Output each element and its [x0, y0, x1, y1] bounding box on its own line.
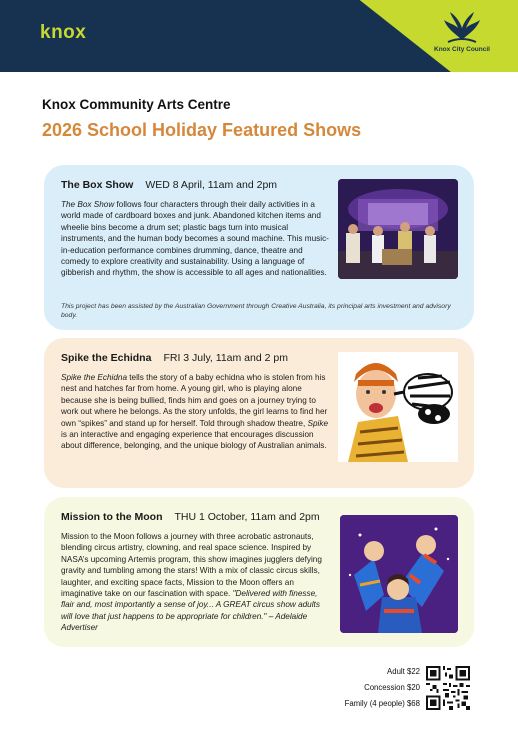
- show-name: The Box Show: [61, 179, 134, 191]
- funding-note: This project has been assisted by the Australian Government through Creative Australia, its principal arts investment and advisory body.: [61, 303, 451, 319]
- show-card-spike: [44, 338, 474, 488]
- show-heading: [61, 511, 320, 523]
- show-name: Spike the Echidna: [61, 352, 152, 364]
- show-heading: [61, 352, 288, 364]
- show-desc-lead: The Box Show: [61, 200, 115, 209]
- eagle-icon: [442, 10, 482, 44]
- qr-code[interactable]: [426, 666, 470, 710]
- show-desc: Mission to the Moon follows a journey with three acrobatic astronauts, blending circus artistry, clowning, and real space science. Inspired by NASA’s upcoming Artemis program, this show imagines jugglers defying gravity and tumbling among the stars! With a mix of classic circus skills, laughter, and exciting space facts, Mission to the Moon offers an imaginative take on our fascination with space.: [61, 532, 322, 599]
- show-desc-rest: is an interactive and engaging experience that encourages discussion about difference, belonging, and the unique biology of Australian animals.: [61, 430, 327, 451]
- ticket-prices: [345, 664, 420, 712]
- header-banner: [0, 0, 518, 72]
- council-name: Knox City Council: [434, 46, 490, 53]
- knox-logo: knox: [40, 22, 87, 43]
- show-desc-lead: Spike the Echidna: [61, 373, 127, 382]
- box-show-photo: [338, 179, 458, 279]
- show-description: [61, 531, 329, 634]
- show-date: FRI 3 July, 11am and 2 pm: [163, 352, 288, 364]
- show-heading: [61, 179, 277, 191]
- show-name: Mission to the Moon: [61, 511, 163, 523]
- price-family: Family (4 people) $68: [344, 699, 420, 708]
- show-quote: "Delivered with finesse, flair and, most importantly a sense of joy... A GREAT circus show adults will love that just happens to be appropriate for children.": [61, 589, 320, 621]
- show-desc-rest: follows four characters through their daily activities in a world made of cardboard boxes and junk. Abandoned kitchen items and wheelie bins become a drum set; plastic bags turn into musical instruments, and the human body becomes a sound machine. This music-in-education performance combines drumming, dance, theatre and comedy to explore creativity and sustainability. Using a language of gibberish and rhythm, the show is accessible to all ages and nationalities.: [61, 200, 329, 278]
- show-card-mission-moon: [44, 497, 474, 647]
- page-title: 2026 School Holiday Featured Shows: [42, 120, 362, 140]
- show-description: [61, 372, 329, 452]
- show-card-box-show: [44, 165, 474, 330]
- show-date: THU 1 October, 11am and 2pm: [174, 511, 320, 523]
- show-desc-mid: tells the story of a baby echidna who is stolen from his nest and hatches far from home. A young girl, who is playing alone because she is being bullied, finds him and goes on a journey trying to work out where he belongs. As the story unfolds, the girl learns to find her own “spikes” and stand up for herself. Told through shadow theatre,: [61, 373, 328, 428]
- show-description: [61, 199, 329, 279]
- show-date: WED 8 April, 11am and 2pm: [145, 179, 278, 191]
- show-desc-lead2: Spike: [307, 418, 329, 428]
- org-name: Knox Community Arts Centre: [42, 97, 231, 112]
- spike-photo: [338, 352, 458, 462]
- council-logo: [426, 10, 498, 53]
- price-concession: Concession $20: [364, 683, 420, 692]
- mission-moon-photo: [340, 515, 458, 633]
- price-adult: Adult $22: [387, 667, 420, 676]
- show-quote-source: – Adelaide Advertiser: [61, 611, 308, 633]
